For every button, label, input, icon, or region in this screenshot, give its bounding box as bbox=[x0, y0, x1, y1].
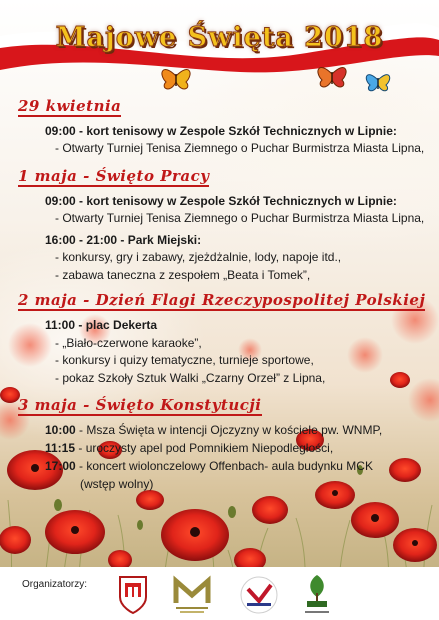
event-detail: - „Biało-czerwone karaoke”, bbox=[55, 336, 202, 350]
event-time: 09:00 bbox=[45, 124, 76, 138]
organizers-label: Organizatorzy: bbox=[22, 579, 88, 590]
event-time: 09:00 bbox=[45, 194, 76, 208]
coat-of-arms-logo bbox=[118, 573, 148, 615]
event-detail: - zabawa taneczna z zespołem „Beata i Tomek”, bbox=[55, 268, 311, 282]
event-text: - Park Miejski: bbox=[117, 233, 202, 247]
butterfly-icon bbox=[318, 68, 346, 87]
event-text: - plac Dekerta bbox=[75, 318, 158, 332]
organizers-footer bbox=[0, 567, 439, 620]
butterfly-icon bbox=[162, 70, 190, 89]
event-detail: - konkursy i quizy tematyczne, turnieje sportowe, bbox=[55, 353, 314, 367]
event-detail: - Otwarty Turniej Tenisa Ziemnego o Puchar Burmistrza Miasta Lipna, bbox=[55, 211, 425, 225]
event-line bbox=[45, 233, 201, 248]
event-line bbox=[45, 459, 373, 474]
event-text: - koncert wiolonczelowy Offenbach- aula budynku MCK bbox=[75, 459, 373, 473]
cultural-centre-logo bbox=[172, 573, 212, 615]
event-text: - kort tenisowy w Zespole Szkół Technicznych w Lipnie: bbox=[75, 124, 397, 138]
event-line bbox=[45, 423, 382, 438]
day-heading: 1 maja - Święto Pracy bbox=[18, 167, 210, 185]
event-time: 11:00 bbox=[45, 318, 76, 332]
public-library-logo bbox=[302, 571, 332, 617]
day-heading: 29 kwietnia bbox=[18, 97, 122, 115]
event-detail: - pokaz Szkoły Sztuk Walki „Czarny Orzeł” z Lipna, bbox=[55, 371, 326, 385]
event-time: 10:00 bbox=[45, 423, 76, 437]
event-text: - kort tenisowy w Zespole Szkół Technicznych w Lipnie: bbox=[75, 194, 397, 208]
poster-title: Majowe Święta 2018 bbox=[55, 22, 384, 53]
event-text: - uroczysty apel pod Pomnikiem Niepodległości, bbox=[75, 441, 334, 455]
event-text: - Msza Święta w intencji Ojczyzny w kościele pw. WNMP, bbox=[75, 423, 383, 437]
museum-logo bbox=[238, 575, 280, 615]
event-time: 16:00 - 21:00 bbox=[45, 233, 118, 247]
event-time: 17:00 bbox=[45, 459, 76, 473]
event-line bbox=[45, 124, 397, 139]
day-heading: 2 maja - Dzień Flagi Rzeczypospolitej Polskiej bbox=[18, 291, 426, 309]
event-detail: (wstęp wolny) bbox=[80, 477, 154, 491]
event-detail: - konkursy, gry i zabawy, zjeżdżalnie, lody, napoje itd., bbox=[55, 250, 342, 264]
event-line bbox=[45, 441, 333, 456]
butterfly-icon bbox=[366, 75, 389, 91]
event-line bbox=[45, 318, 157, 333]
butterflies bbox=[0, 0, 439, 110]
event-detail: - Otwarty Turniej Tenisa Ziemnego o Puchar Burmistrza Miasta Lipna, bbox=[55, 141, 425, 155]
day-heading: 3 maja - Święto Konstytucji bbox=[18, 396, 262, 414]
event-time: 11:15 bbox=[45, 441, 76, 455]
event-line bbox=[45, 194, 397, 209]
